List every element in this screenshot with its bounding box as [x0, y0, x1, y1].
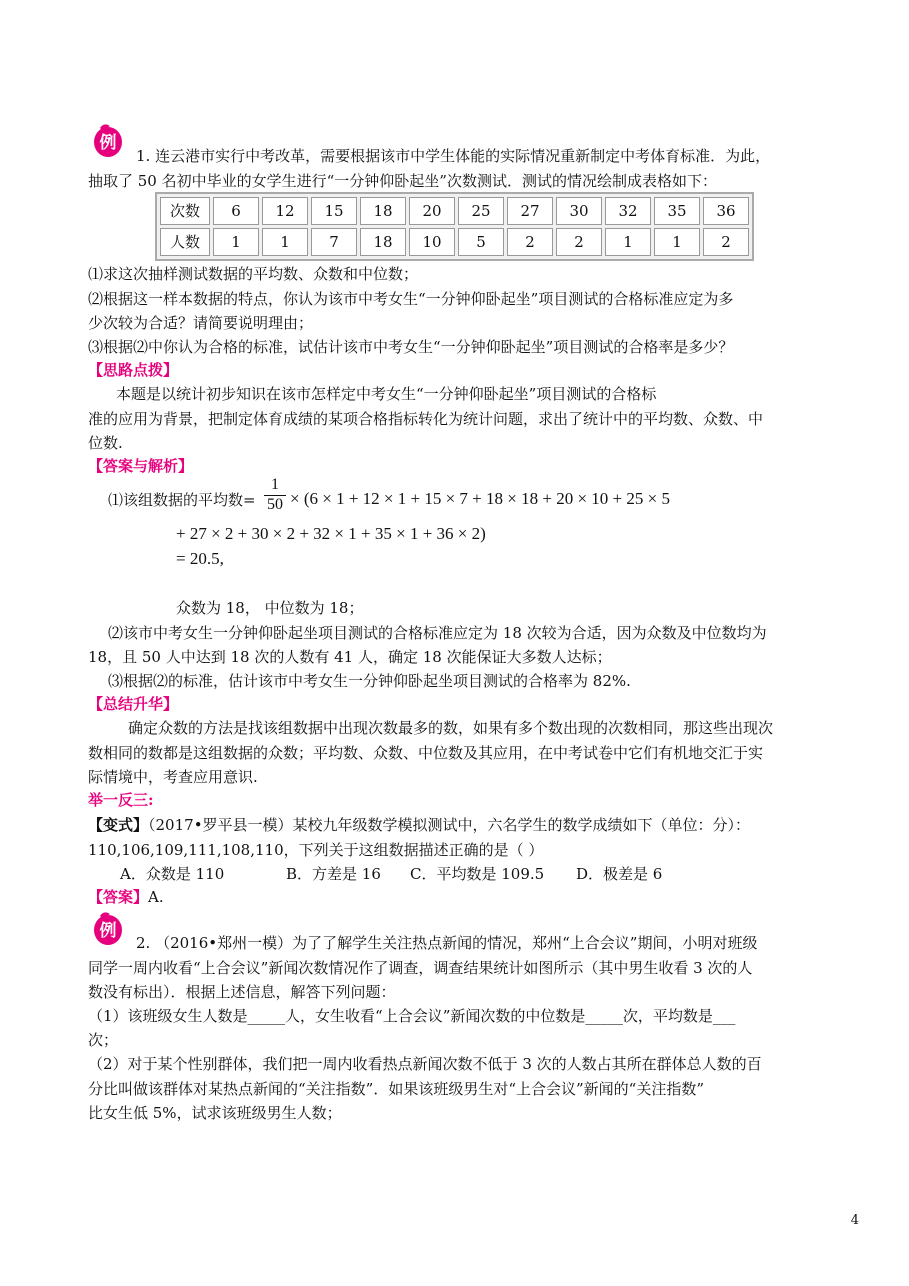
- answer-label: 【答案】: [88, 888, 149, 906]
- table-cell: 5: [458, 228, 504, 256]
- question-2-line2: 少次较为合适？请简要说明理由；: [88, 314, 314, 332]
- example-badge-icon: [92, 120, 122, 156]
- table-cell: 1: [605, 228, 651, 256]
- option-b: B．方差是 16: [286, 865, 381, 883]
- solution-2-line1: ⑵该市中考女生一分钟仰卧起坐项目测试的合格标准应定为 18 次较为合适，因为众数及中位数均为: [108, 624, 767, 642]
- hint-line3: 位数.: [88, 434, 123, 452]
- table-cell: 15: [311, 197, 357, 225]
- example2-q2-line3: 比女生低 5%，试求该班级男生人数；: [88, 1104, 342, 1122]
- table-header: 人数: [160, 228, 210, 256]
- example2-q2-line2: 分比叫做该群体对某热点新闻的“关注指数”．如果该班级男生对“上合会议”新闻的“关注指数”: [88, 1080, 705, 1098]
- question-3: ⑶根据⑵中你认为合格的标准，试估计该市中考女生“一分钟仰卧起坐”项目测试的合格率是多少？: [88, 338, 734, 356]
- table-row-people: [160, 228, 749, 256]
- option-d: D．极差是 6: [576, 865, 663, 883]
- table-cell: 7: [311, 228, 357, 256]
- variant-answer: [88, 887, 164, 907]
- solution-2-line2: 18，且 50 人中达到 18 次的人数有 41 人，确定 18 次能保证大多数人达标；: [88, 648, 612, 666]
- table-cell: 2: [703, 228, 749, 256]
- solution-1-expr2: + 27 × 2 + 30 × 2 + 32 × 1 + 35 × 1 + 36 × 2): [176, 524, 486, 543]
- example2-q1-line2: 次；: [88, 1031, 119, 1049]
- example1-line1: 1. 连云港市实行中考改革，需要根据该市中学生体能的实际情况重新制定中考体育标准．为此，: [136, 147, 771, 165]
- variant-heading: 举一反三:: [88, 791, 154, 809]
- option-a: A．众数是 110: [120, 865, 225, 883]
- table-row-count: [160, 197, 749, 225]
- variant-line2: 110,106,109,111,108,110，下列关于这组数据描述正确的是（ ）: [88, 841, 544, 859]
- hint-title: 【思路点拨】: [88, 361, 179, 379]
- page-number: 4: [850, 1213, 859, 1228]
- table-header: 次数: [160, 197, 210, 225]
- solution-1-prefix: ⑴该组数据的平均数=: [108, 491, 256, 509]
- hint-line1: 本题是以统计初步知识在该市怎样定中考女生“一分钟仰卧起坐”项目测试的合格标: [116, 385, 657, 403]
- example2-line1: 2. （2016•郑州一模）为了了解学生关注热点新闻的情况，郑州“上合会议”期间，小明对班级: [136, 934, 758, 952]
- summary-title: 【总结升华】: [88, 695, 179, 713]
- table-cell: 1: [213, 228, 259, 256]
- table-cell: 2: [507, 228, 553, 256]
- example2-q1-line1: （1）该班级女生人数是_____人，女生收看“上合会议”新闻次数的中位数是_____次，平均数是___: [88, 1007, 736, 1025]
- summary-line2: 数相同的数都是这组数据的众数；平均数、众数、中位数及其应用，在中考试卷中它们有机地交汇于实: [88, 744, 764, 762]
- question-1: ⑴求这次抽样测试数据的平均数、众数和中位数；: [88, 265, 419, 283]
- situps-table: [155, 192, 754, 261]
- summary-line3: 际情境中，考查应用意识.: [88, 768, 258, 786]
- badge-text: 例: [99, 921, 117, 941]
- table-cell: 1: [654, 228, 700, 256]
- table-cell: 32: [605, 197, 651, 225]
- badge-text: 例: [99, 133, 117, 153]
- summary-line1: 确定众数的方法是找该组数据中出现次数最多的数，如果有多个数出现的次数相同，那这些出现次: [128, 719, 774, 737]
- option-c: C．平均数是 109.5: [410, 865, 545, 883]
- example1-line2: 抽取了 50 名初中毕业的女学生进行“一分钟仰卧起坐”次数测试．测试的情况绘制成表格如下：: [88, 172, 717, 190]
- question-2-line1: ⑵根据这一样本数据的特点，你认为该市中考女生“一分钟仰卧起坐”项目测试的合格标准应定为多: [88, 290, 734, 308]
- answer-title: 【答案与解析】: [88, 457, 194, 475]
- solution-1-expr3: = 20.5,: [176, 549, 224, 568]
- hint-line2: 准的应用为背景，把制定体育成绩的某项合格指标转化为统计问题，求出了统计中的平均数、众数、中: [88, 410, 764, 428]
- table-cell: 2: [556, 228, 602, 256]
- example2-q2-line1: （2）对于某个性别群体，我们把一周内收看热点新闻次数不低于 3 次的人数占其所在群体总人数的百: [88, 1055, 762, 1073]
- table-cell: 6: [213, 197, 259, 225]
- table-cell: 10: [409, 228, 455, 256]
- solution-1-mode: 众数为 18， 中位数为 18；: [176, 599, 364, 617]
- fraction: [264, 476, 286, 514]
- fraction-numerator: 1: [271, 476, 279, 493]
- variant-text1: （2017•罗平县一模）某校九年级数学模拟测试中，六名学生的数学成绩如下（单位：分）：: [148, 816, 751, 834]
- answer-value: A.: [148, 888, 164, 906]
- example2-line2: 同学一周内收看“上合会议”新闻次数情况作了调查，调查结果统计如图所示（其中男生收看 3 次的人: [88, 959, 753, 977]
- example2-line3: 数没有标出）．根据上述信息，解答下列问题：: [88, 983, 396, 1001]
- table-cell: 18: [360, 228, 406, 256]
- table-cell: 20: [409, 197, 455, 225]
- table-cell: 27: [507, 197, 553, 225]
- table-cell: 1: [262, 228, 308, 256]
- fraction-denominator: 50: [264, 495, 286, 514]
- variant-label: 【变式】: [88, 816, 149, 834]
- table-cell: 12: [262, 197, 308, 225]
- table-cell: 35: [654, 197, 700, 225]
- table-cell: 30: [556, 197, 602, 225]
- table-cell: 36: [703, 197, 749, 225]
- variant-line1: [88, 815, 750, 835]
- table-cell: 25: [458, 197, 504, 225]
- solution-1-expr1: × (6 × 1 + 12 × 1 + 15 × 7 + 18 × 18 + 20 × 10 + 25 × 5: [290, 489, 670, 508]
- table-cell: 18: [360, 197, 406, 225]
- solution-3: ⑶根据⑵的标准，估计该市中考女生一分钟仰卧起坐项目测试的合格率为 82%.: [108, 672, 631, 690]
- example-badge-icon: [92, 908, 122, 944]
